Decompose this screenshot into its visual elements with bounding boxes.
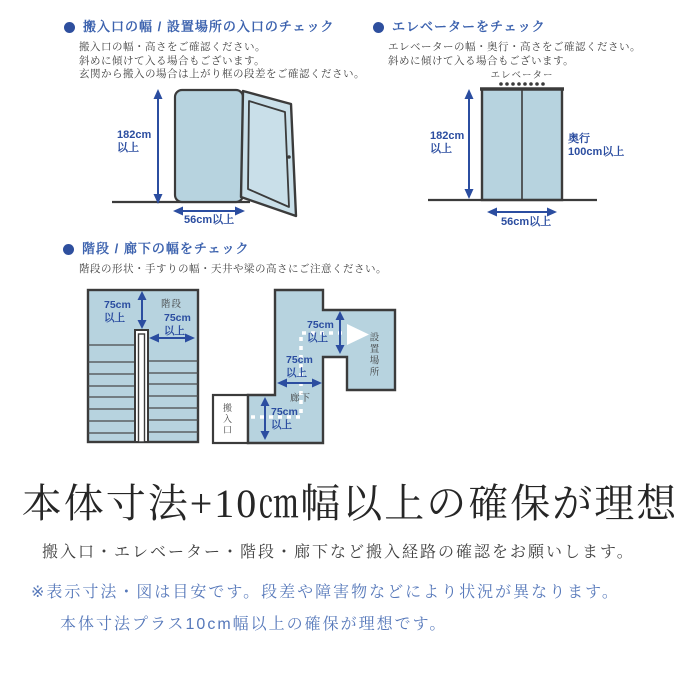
hallway-label: 廊下	[290, 393, 312, 404]
hall-upper-dim	[307, 319, 334, 344]
dim-value: 75cm	[286, 354, 313, 366]
height-arrow-icon	[154, 89, 163, 204]
dim-unit: 以上	[430, 143, 452, 156]
entry-label: 搬入口	[222, 403, 232, 436]
note-ideal: 本体寸法プラス10cm幅以上の確保が理想です。	[60, 616, 448, 633]
dim-value: 奥行	[568, 133, 590, 145]
landing-dim	[104, 299, 131, 324]
hall-mid-dim	[286, 354, 313, 379]
dim-value: 182cm	[117, 129, 152, 141]
dim-value: 56cm以上	[184, 214, 235, 226]
bullet-icon	[63, 244, 74, 255]
entrance-note-line: 玄関から搬入の場合は上がり框の段差をご確認ください。	[79, 68, 365, 80]
dim-value: 182cm	[430, 130, 465, 142]
stairs-note-line: 階段の形状・手すりの幅・天井や梁の高さにご注意ください。	[79, 263, 387, 275]
note-main: 搬入口・エレベーター・階段・廊下など搬入経路の確認をお願いします。	[42, 544, 635, 561]
elevator-note-line: 斜めに傾けて入る場合もございます。	[388, 55, 575, 67]
dim-value: 75cm	[164, 312, 191, 324]
dim-unit: 以上	[271, 418, 292, 431]
entrance-note-line: 斜めに傾けて入る場合もございます。	[79, 55, 266, 67]
dim-unit: 以上	[117, 142, 139, 155]
entrance-note-line: 搬入口の幅・高さをご確認ください。	[79, 41, 266, 53]
dim-unit: 以上	[286, 366, 307, 379]
door-opening	[175, 90, 243, 202]
note-caution: ※表示寸法・図は目安です。段差や障害物などにより状況が異なります。	[31, 584, 620, 601]
elevator-label: エレベーター	[490, 70, 554, 81]
door-knob-icon	[287, 155, 291, 159]
dim-value: 75cm	[307, 319, 334, 331]
stairs-label: 階段	[161, 299, 183, 310]
stairs-section-title: 階段 / 廊下の幅をチェック	[82, 241, 250, 256]
hall-lower-dim	[271, 406, 298, 431]
dim-unit: 以上	[164, 324, 185, 337]
dim-unit: 以上	[104, 311, 125, 324]
dim-value: 56cm以上	[501, 216, 552, 228]
elevator-depth-dim	[568, 133, 624, 159]
placement-label: 設置場所	[367, 332, 379, 378]
bullet-icon	[64, 22, 75, 33]
headline: 本体寸法+10㎝幅以上の確保が理想	[21, 481, 679, 526]
height-arrow-icon	[465, 89, 474, 199]
bullet-icon	[373, 22, 384, 33]
entrance-width-dim	[184, 214, 234, 227]
dim-unit: 以上	[307, 331, 328, 344]
stair-divider-inner	[139, 334, 145, 442]
entrance-diagram	[90, 85, 320, 235]
elevator-width-dim	[501, 216, 551, 229]
elevator-section-title: エレベーターをチェック	[392, 19, 546, 34]
elevator-dots-icon	[499, 82, 545, 86]
elevator-height-dim	[430, 130, 464, 156]
stair-width-dim	[164, 312, 191, 337]
elevator-note-line: エレベーターの幅・奥行・高さをご確認ください。	[388, 41, 641, 53]
entrance-height-dim	[117, 129, 151, 155]
dim-value: 75cm	[104, 299, 131, 311]
entrance-section-title: 搬入口の幅 / 設置場所の入口のチェック	[83, 19, 335, 34]
dim-unit: 100cm以上	[568, 146, 625, 159]
dim-value: 75cm	[271, 406, 298, 418]
